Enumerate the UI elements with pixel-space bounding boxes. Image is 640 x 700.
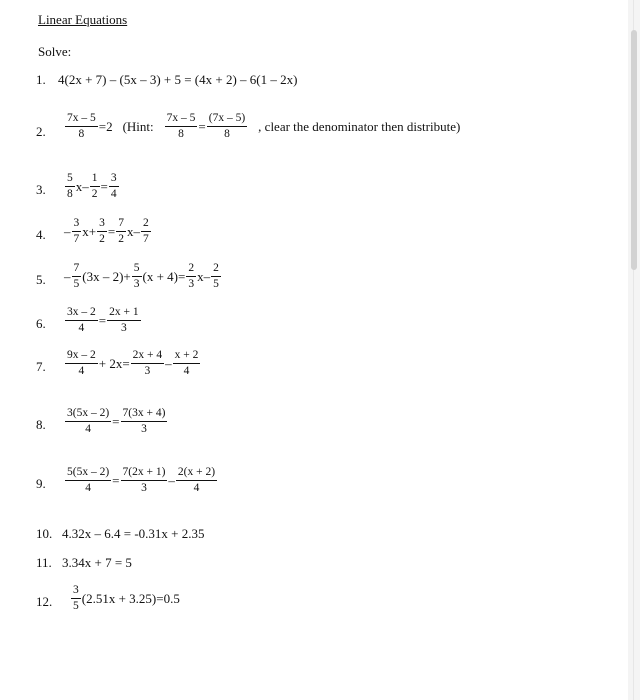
denominator: 3	[188, 278, 195, 291]
math-term: x–	[126, 223, 140, 239]
problem-number: 6.	[36, 316, 46, 331]
problem-8	[0, 407, 620, 447]
problem-number: 12.	[36, 594, 53, 609]
denominator: 8	[224, 128, 230, 141]
math-term: x–	[197, 268, 211, 284]
denominator: 5	[213, 278, 219, 291]
fraction	[141, 217, 151, 246]
numerator: 7x – 5	[65, 112, 98, 127]
numerator: 2x + 4	[131, 349, 165, 364]
problem-number: 2.	[36, 124, 46, 139]
fraction	[65, 172, 75, 201]
denominator: 3	[141, 482, 147, 495]
fraction	[121, 466, 168, 495]
math-term: (3x – 2)+	[82, 268, 131, 284]
fraction	[72, 262, 82, 291]
denominator: 4	[85, 423, 91, 436]
numerator: 3	[97, 217, 107, 232]
numerator: 2	[186, 262, 196, 277]
hint-tail: , clear the denominator then distribute)	[258, 118, 461, 134]
math-term: =	[100, 178, 108, 194]
denominator: 4	[85, 482, 91, 495]
fraction	[121, 407, 168, 436]
equation	[64, 466, 218, 495]
numerator: 2	[141, 217, 151, 232]
fraction	[65, 112, 98, 141]
math-term: =	[98, 312, 107, 328]
fraction	[131, 349, 165, 378]
fraction	[132, 262, 142, 291]
problem-9	[0, 466, 620, 506]
fraction	[186, 262, 196, 291]
math-term: –	[168, 472, 175, 488]
fraction	[71, 584, 81, 613]
problem-4	[0, 217, 620, 257]
equation	[64, 172, 120, 201]
numerator: 2x + 1	[107, 306, 141, 321]
numerator: 7	[72, 262, 82, 277]
denominator: 3	[144, 365, 151, 378]
problem-number: 9.	[36, 476, 46, 491]
numerator: 7	[116, 217, 126, 232]
fraction	[90, 172, 100, 201]
fraction	[65, 306, 98, 335]
denominator: 8	[67, 188, 73, 201]
numerator: 7(3x + 4)	[121, 407, 168, 422]
numerator: 3	[72, 217, 82, 232]
problem-number: 8.	[36, 417, 46, 432]
math-term: + 2x=	[98, 355, 130, 371]
denominator: 8	[178, 128, 184, 141]
numerator: 3x – 2	[65, 306, 98, 321]
denominator: 8	[78, 128, 85, 141]
numerator: 3	[71, 584, 81, 599]
fraction	[165, 112, 198, 141]
problem-12	[0, 584, 620, 624]
denominator: 4	[110, 188, 117, 201]
fraction	[207, 112, 247, 141]
problem-2	[0, 112, 620, 152]
numerator: 5	[132, 262, 142, 277]
fraction	[173, 349, 201, 378]
fraction	[65, 466, 111, 495]
numerator: 5(5x – 2)	[65, 466, 111, 481]
numerator: 1	[90, 172, 100, 187]
fraction	[65, 407, 111, 436]
numerator: 7(2x + 1)	[121, 466, 168, 481]
equation	[64, 262, 222, 291]
numerator: 2	[211, 262, 221, 277]
problem-number: 11.	[36, 555, 52, 570]
problem-number: 10.	[36, 526, 53, 541]
equation	[70, 584, 180, 613]
math-term: (2.51x + 3.25)=0.5	[81, 590, 180, 606]
fraction	[107, 306, 141, 335]
fraction	[176, 466, 217, 495]
numerator: 3	[109, 172, 119, 187]
page-title: Linear Equations	[38, 12, 128, 27]
math-term: –	[64, 268, 71, 284]
fraction	[116, 217, 126, 246]
problem-number: 1.	[36, 72, 46, 87]
denominator: 3	[120, 322, 127, 335]
equation	[64, 349, 201, 378]
numerator: 9x – 2	[65, 349, 98, 364]
problem-7	[0, 349, 620, 389]
numerator: 2(x + 2)	[176, 466, 217, 481]
denominator: 2	[118, 233, 124, 246]
denominator: 4	[78, 365, 85, 378]
denominator: 3	[133, 278, 140, 291]
math-term: x+	[82, 223, 97, 239]
equation	[64, 306, 142, 335]
equation-text: 3.34x + 7 = 5	[62, 555, 132, 570]
problem-1	[0, 70, 620, 110]
rhs: =2	[98, 118, 113, 134]
denominator: 2	[99, 233, 105, 246]
denominator: 5	[73, 600, 79, 613]
problem-3	[0, 172, 620, 212]
fraction	[109, 172, 119, 201]
scrollbar-thumb[interactable]	[631, 30, 637, 270]
numerator: x + 2	[173, 349, 201, 364]
fraction	[211, 262, 221, 291]
problem-5	[0, 262, 620, 302]
equation-text: 4(2x + 7) – (5x – 3) + 5 = (4x + 2) – 6(1 – 2x)	[58, 72, 298, 87]
denominator: 2	[91, 188, 98, 201]
math-term: (x + 4)=	[142, 268, 186, 284]
scrollbar[interactable]	[628, 0, 640, 700]
denominator: 7	[73, 233, 80, 246]
equation	[64, 217, 152, 246]
math-term: –	[165, 355, 172, 371]
math-term: –	[64, 223, 71, 239]
hint-label: (Hint:	[122, 118, 154, 134]
fraction	[65, 349, 98, 378]
equation	[64, 112, 460, 141]
math-term: x	[75, 178, 83, 194]
numerator: 7x – 5	[165, 112, 198, 127]
math-term: =	[112, 472, 120, 488]
denominator: 7	[142, 233, 149, 246]
equation	[64, 407, 168, 436]
problem-number: 3.	[36, 182, 46, 197]
denominator: 5	[73, 278, 80, 291]
fraction	[97, 217, 107, 246]
fraction	[72, 217, 82, 246]
denominator: 3	[141, 423, 147, 436]
problem-number: 5.	[36, 272, 46, 287]
problem-6	[0, 306, 620, 346]
equals-sign: =	[198, 118, 206, 134]
denominator: 4	[193, 482, 200, 495]
instruction: Solve:	[38, 44, 72, 59]
denominator: 4	[78, 322, 85, 335]
numerator: 3(5x – 2)	[65, 407, 111, 422]
math-term: =	[107, 223, 116, 239]
denominator: 4	[183, 365, 190, 378]
problem-number: 7.	[36, 359, 46, 374]
math-term: –	[82, 178, 89, 194]
math-term: =	[112, 413, 120, 429]
numerator: 5	[65, 172, 75, 187]
equation-text: 4.32x – 6.4 = -0.31x + 2.35	[62, 526, 205, 541]
problem-number: 4.	[36, 227, 46, 242]
numerator: (7x – 5)	[207, 112, 247, 127]
